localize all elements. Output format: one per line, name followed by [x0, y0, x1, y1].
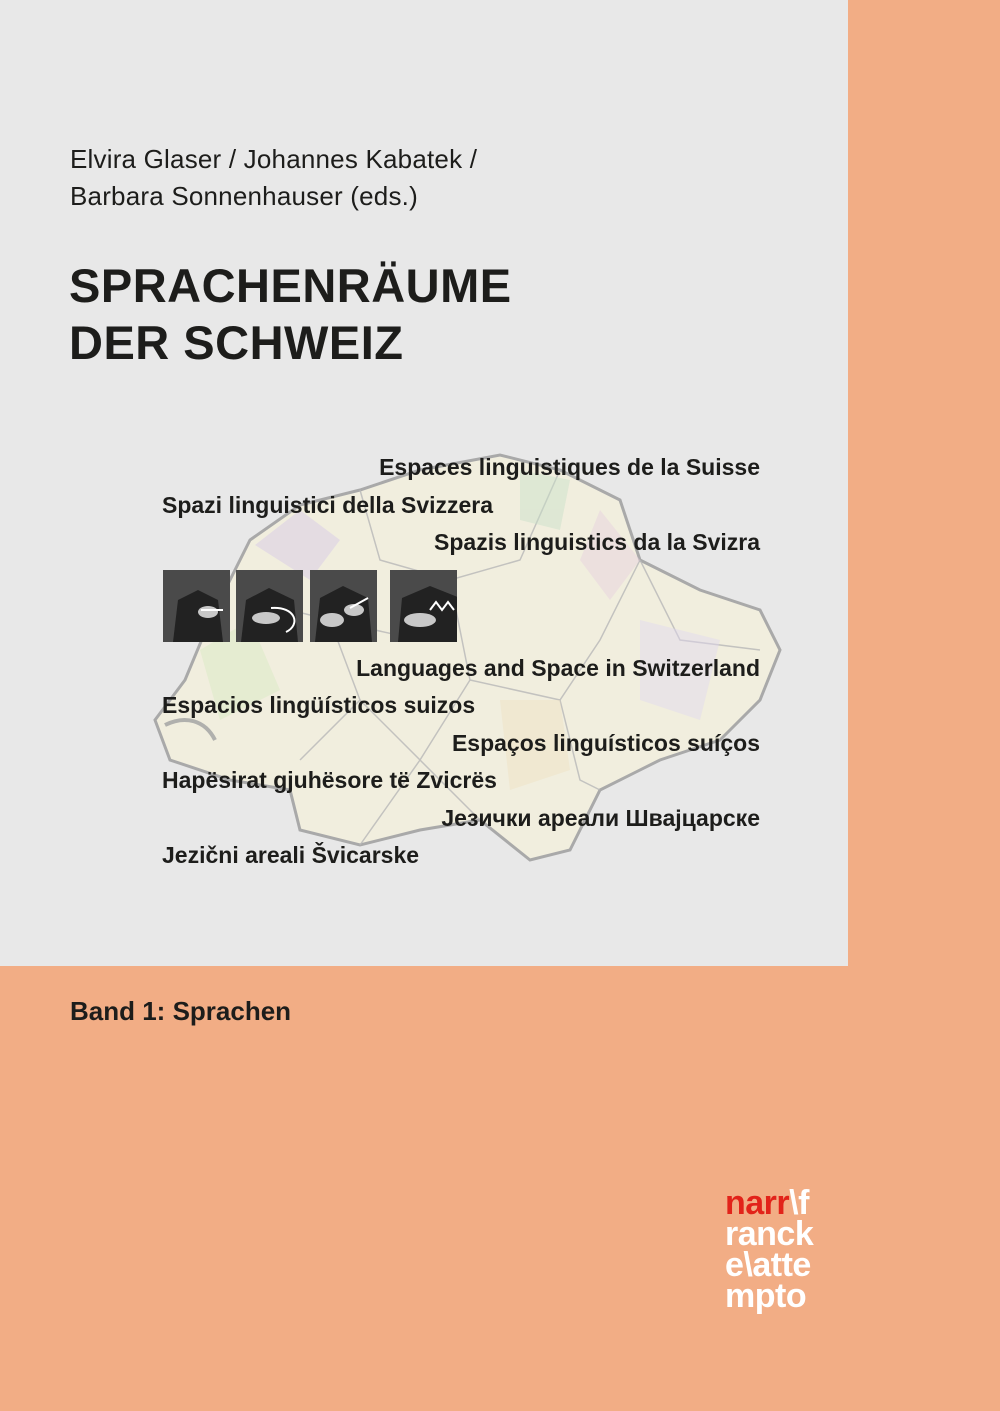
- title-line-2: DER SCHWEIZ: [69, 316, 404, 369]
- subtitle-serbian: Језички ареали Швајцарске: [441, 805, 760, 831]
- authors-line-2: Barbara Sonnenhauser (eds.): [70, 181, 418, 211]
- subtitle-french: Espaces linguistiques de la Suisse: [379, 454, 760, 480]
- publisher-logo: [725, 1184, 814, 1315]
- logo-line-2: ranck: [725, 1215, 814, 1253]
- subtitle-spanish: Espacios lingüísticos suizos: [162, 692, 476, 718]
- subtitle-portuguese: Espaços linguísticos suíços: [451, 730, 760, 756]
- subtitle-albanian: Hapësirat gjuhësore të Zvicrës: [162, 767, 497, 793]
- logo-slash-f: \f: [789, 1184, 809, 1222]
- sign-photo-4: [390, 570, 457, 642]
- sign-photo-2: [236, 570, 303, 642]
- title-line-1: SPRACHENRÄUME: [69, 259, 512, 312]
- logo-line-3: e\atte: [725, 1246, 811, 1284]
- subtitle-romansh: Spazis linguistics da la Svizra: [434, 529, 760, 555]
- subtitle-italian: Spazi linguistici della Svizzera: [162, 492, 494, 518]
- sign-photo-3: [310, 570, 377, 642]
- authors: [70, 141, 770, 215]
- sign-photo-1: [163, 570, 230, 642]
- authors-line-1: Elvira Glaser / Johannes Kabatek /: [70, 144, 478, 174]
- logo-narr: narr: [725, 1184, 790, 1222]
- book-title: [69, 257, 789, 371]
- subtitle-croatian: Jezični areali Švicarske: [162, 842, 420, 868]
- logo-line-4: mpto: [725, 1277, 807, 1315]
- volume-label: Band 1: Sprachen: [70, 996, 292, 1026]
- subtitle-english: Languages and Space in Switzerland: [356, 655, 760, 681]
